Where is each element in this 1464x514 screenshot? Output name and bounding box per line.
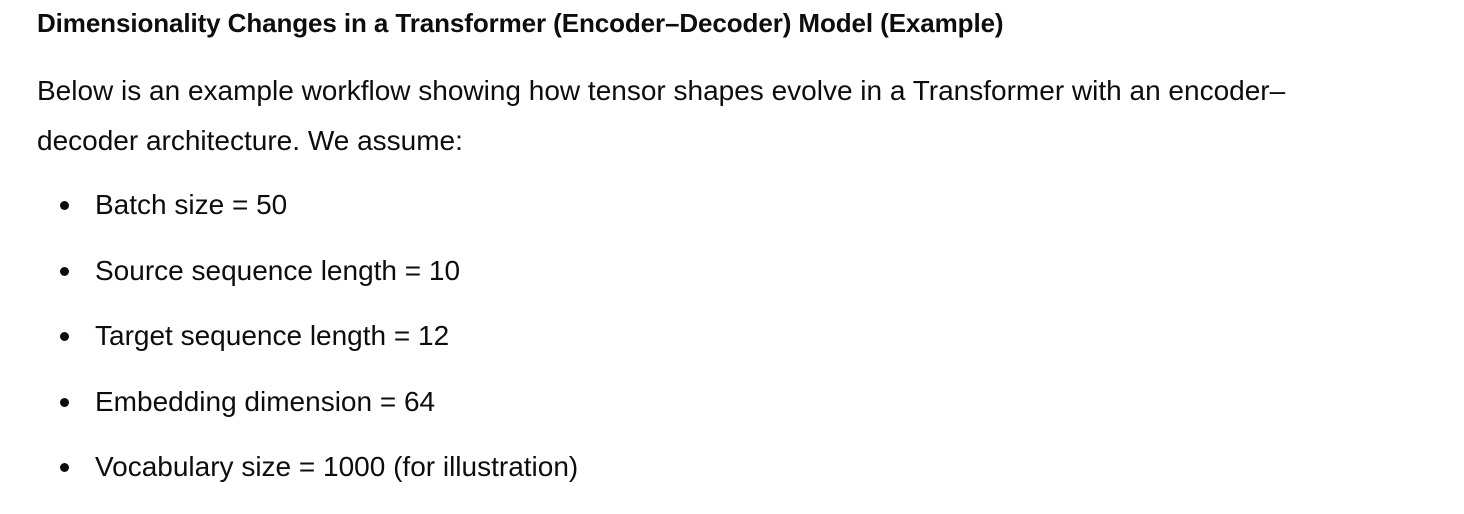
bullet-icon [60, 463, 69, 472]
list-item [37, 246, 578, 312]
section-heading: Dimensionality Changes in a Transformer (Encoder–Decoder) Model (Example) [37, 8, 1004, 38]
list-item-text: Source sequence length = 10 [95, 254, 461, 286]
bullet-icon [60, 398, 69, 407]
bullet-icon [60, 267, 69, 276]
list-item-text: Embedding dimension = 64 [95, 385, 436, 417]
list-item-text: Vocabulary size = 1000 (for illustration) [95, 451, 579, 482]
list-item-text: Batch size = 50 [95, 189, 288, 220]
list-item [37, 180, 578, 246]
list-item-text: Target sequence length = 12 [95, 320, 450, 351]
bullet-icon [60, 201, 69, 210]
assumptions-list [37, 180, 578, 508]
list-item [37, 377, 578, 443]
bullet-icon [60, 332, 69, 341]
list-item [37, 311, 578, 377]
list-item [37, 442, 578, 508]
intro-paragraph: Below is an example workflow showing how tensor shapes evolve in a Transformer with an encoder–decoder architecture. We assume: [37, 75, 1286, 156]
